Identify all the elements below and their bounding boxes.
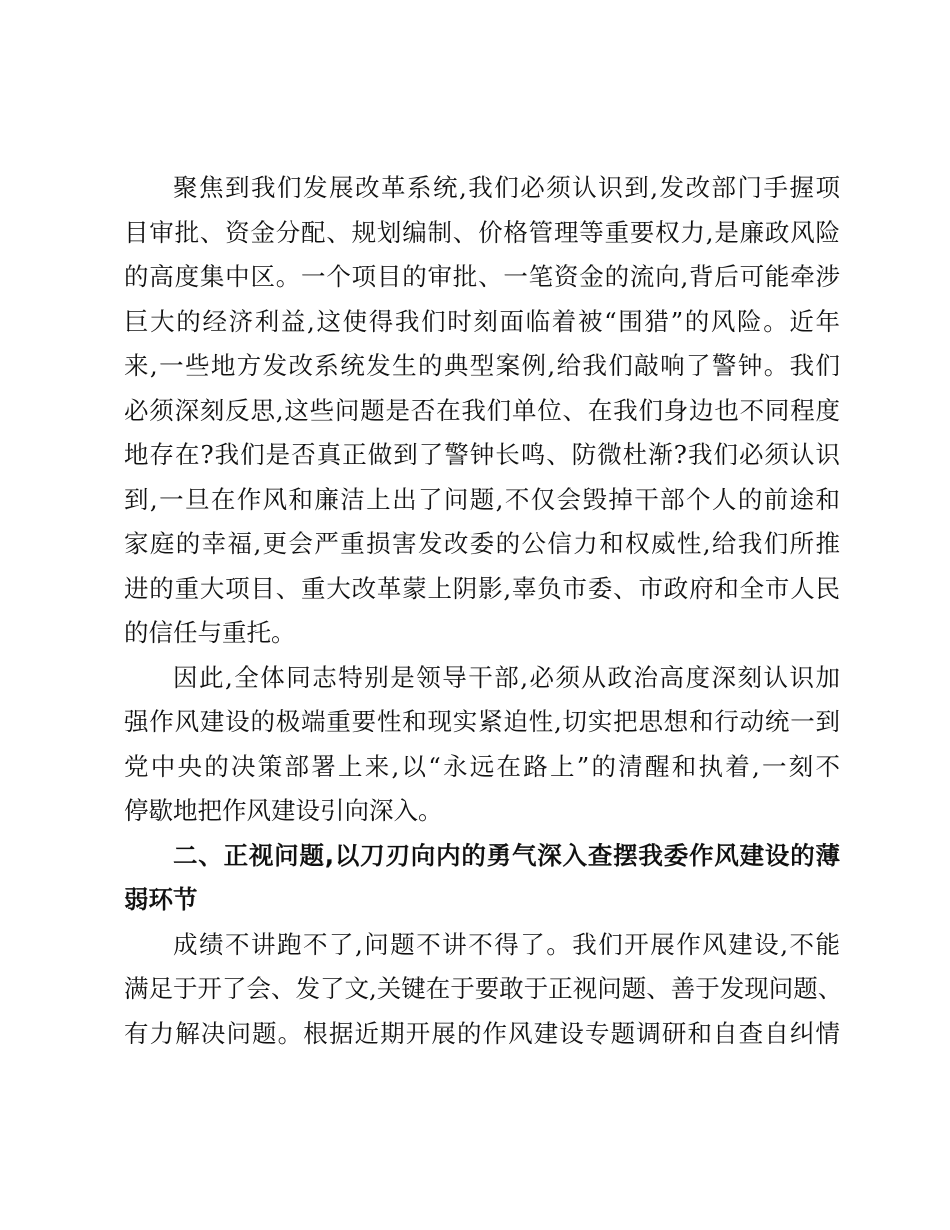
text-line: 聚焦到我们发展改革系统,我们必须认识到,发改部门手握项 xyxy=(173,173,840,202)
text-line: 满足于开了会、发了文,关键在于要敢于正视问题、善于发现问题、 xyxy=(124,974,843,1003)
text-line: 的高度集中区。一个项目的审批、一笔资金的流向,背后可能牵涉 xyxy=(124,262,840,291)
text-line: 的信任与重托。 xyxy=(124,618,296,647)
text-line: 成绩不讲跑不了,问题不讲不得了。我们开展作风建设,不能 xyxy=(173,929,840,959)
text-line: 党中央的决策部署上来,以“永远在路上”的清醒和执着,一刻不 xyxy=(124,751,840,781)
text-line: 来,一些地方发改系统发生的典型案例,给我们敲响了警钟。我们 xyxy=(124,351,840,380)
text-line: 必须深刻反思,这些问题是否在我们单位、在我们身边也不同程度 xyxy=(124,395,840,425)
text-line: 弱环节 xyxy=(124,885,198,914)
text-line: 进的重大项目、重大改革蒙上阴影,辜负市委、市政府和全市人民 xyxy=(124,573,840,603)
text-line: 到,一旦在作风和廉洁上出了问题,不仅会毁掉干部个人的前途和 xyxy=(124,484,840,514)
text-line: 二、正视问题,以刀刃向内的勇气深入查摆我委作风建设的薄 xyxy=(173,840,840,870)
paragraph xyxy=(124,923,843,1057)
text-line: 因此,全体同志特别是领导干部,必须从政治高度深刻认识加 xyxy=(173,662,840,692)
section-heading xyxy=(124,834,840,923)
paragraph xyxy=(124,656,840,834)
text-line: 家庭的幸福,更会严重损害发改委的公信力和权威性,给我们所推 xyxy=(124,529,840,558)
paragraph xyxy=(124,166,840,656)
text-line: 巨大的经济利益,这使得我们时刻面临着被“围猎”的风险。近年 xyxy=(124,306,840,336)
text-line: 强作风建设的极端重要性和现实紧迫性,切实把思想和行动统一到 xyxy=(124,707,840,736)
text-line: 停歇地把作风建设引向深入。 xyxy=(124,796,443,825)
text-line: 地存在?我们是否真正做到了警钟长鸣、防微杜渐?我们必须认识 xyxy=(124,440,840,469)
text-line: 有力解决问题。根据近期开展的作风建设专题调研和自查自纠情 xyxy=(124,1018,840,1048)
text-line: 目审批、资金分配、规划编制、价格管理等重要权力,是廉政风险 xyxy=(124,217,840,247)
document-page xyxy=(124,166,843,1056)
